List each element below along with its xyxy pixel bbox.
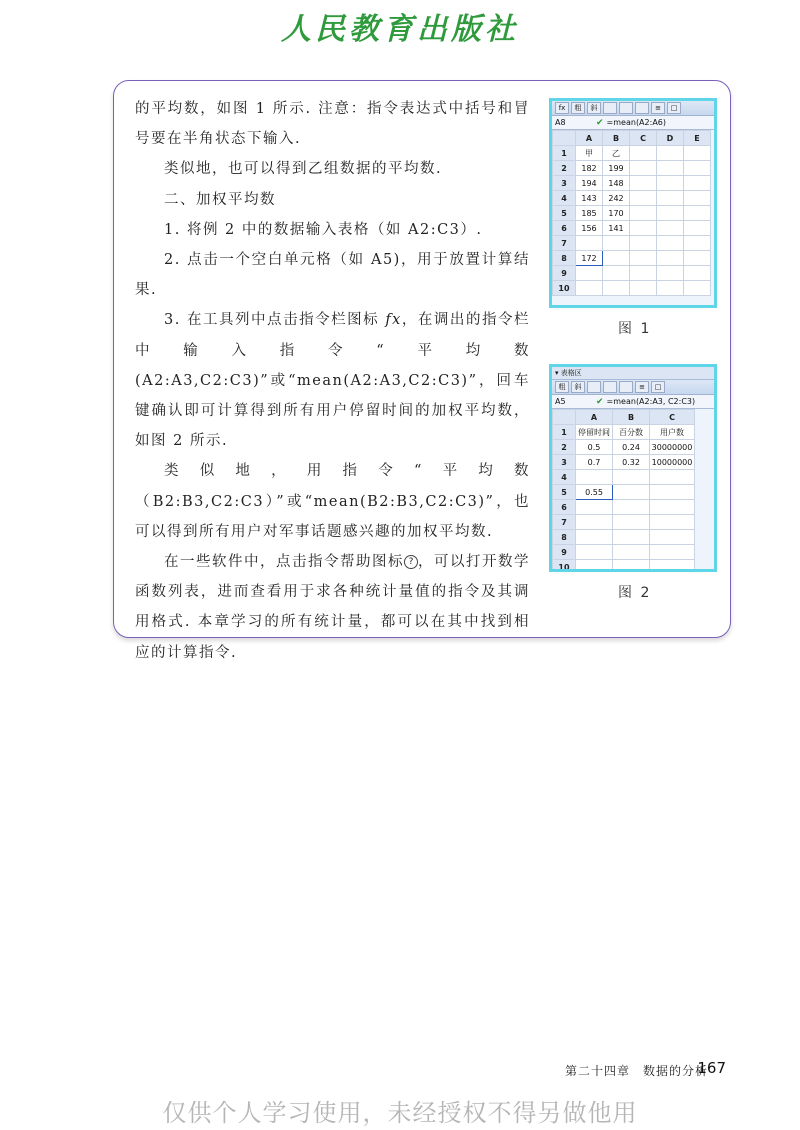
toolbar-button[interactable]: ≡ [651, 102, 665, 114]
row-header[interactable]: 2 [553, 440, 576, 455]
table-row [553, 236, 711, 251]
check-icon: ✔ [596, 117, 604, 128]
cell[interactable] [650, 530, 695, 545]
column-header[interactable]: A [576, 410, 613, 425]
cell[interactable]: 30000000 [650, 440, 695, 455]
paragraph-1: 的平均数，如图 1 所示. 注意：指令表达式中括号和冒号要在半角状态下输入. [135, 101, 530, 148]
cell[interactable] [630, 236, 657, 251]
watermark: 仅供个人学习使用，未经授权不得另做他用 [162, 1099, 638, 1127]
cell[interactable] [576, 515, 613, 530]
cell[interactable] [657, 146, 684, 161]
cell[interactable] [630, 281, 657, 296]
toolbar-button[interactable]: fx [555, 102, 569, 114]
cell[interactable] [603, 281, 630, 296]
cell[interactable] [650, 515, 695, 530]
body-text [135, 94, 530, 668]
spreadsheet-toolbar [552, 380, 714, 395]
cell[interactable] [603, 251, 630, 266]
cell[interactable]: 0.5 [576, 440, 613, 455]
step-3 [135, 305, 530, 456]
column-header[interactable]: C [650, 410, 695, 425]
cell[interactable] [603, 266, 630, 281]
cell[interactable]: 194 [576, 176, 603, 191]
row-header[interactable]: 7 [553, 515, 576, 530]
table-row [553, 266, 711, 281]
row-header[interactable]: 3 [553, 455, 576, 470]
table-row [553, 560, 695, 573]
row-header[interactable]: 8 [553, 251, 576, 266]
cell[interactable] [613, 500, 650, 515]
row-header[interactable]: 10 [553, 560, 576, 573]
cell[interactable] [657, 161, 684, 176]
cell[interactable] [650, 470, 695, 485]
row-header[interactable]: 5 [553, 485, 576, 500]
paragraph-help [135, 547, 530, 668]
toolbar-button[interactable] [635, 102, 649, 114]
step-3-text-b: ，在调出的指令栏中输入指令“平均数(A2:A3,C2:C3)”或“mean(A2:A3,C2:C3)”，回车键确认即可计算得到所有用户停留时间的加权平均数，如图 2 所示. [135, 312, 531, 450]
spreadsheet-grid [552, 409, 695, 572]
cell[interactable] [576, 545, 613, 560]
cell[interactable] [630, 206, 657, 221]
step-2: 2. 点击一个空白单元格（如 A5)，用于放置计算结果. [135, 252, 530, 299]
table-row [553, 146, 711, 161]
cell[interactable]: 百分数 [613, 425, 650, 440]
table-row [553, 440, 695, 455]
cell[interactable] [613, 560, 650, 573]
column-header[interactable]: B [613, 410, 650, 425]
table-row [553, 176, 711, 191]
table-row [553, 281, 711, 296]
column-header[interactable]: E [684, 131, 711, 146]
chapter-title: 第二十四章 数据的分析 [564, 1064, 708, 1078]
toolbar-button[interactable]: 粗 [571, 102, 585, 114]
cell[interactable] [650, 485, 695, 500]
help-text-a: 在一些软件中，点击指令帮助图标 [164, 554, 404, 571]
step-3-text-a: 3. 在工具列中点击指令栏图标 [164, 312, 386, 329]
section-heading: 二、加权平均数 [164, 191, 276, 208]
row-header[interactable]: 9 [553, 266, 576, 281]
formula-bar [552, 395, 714, 409]
cell[interactable]: 185 [576, 206, 603, 221]
cell[interactable] [613, 485, 650, 500]
row-header[interactable]: 5 [553, 206, 576, 221]
row-header[interactable]: 4 [553, 191, 576, 206]
row-header[interactable]: 6 [553, 500, 576, 515]
table-row [553, 251, 711, 266]
cell[interactable] [657, 251, 684, 266]
cell[interactable] [613, 545, 650, 560]
table-row [553, 161, 711, 176]
cell[interactable] [630, 221, 657, 236]
spreadsheet-figure-1 [549, 98, 717, 308]
toolbar-button[interactable] [619, 381, 633, 393]
step-1: 1. 将例 2 中的数据输入表格（如 A2:C3）. [164, 221, 483, 238]
toolbar-button[interactable]: 斜 [587, 102, 601, 114]
figure-2-caption: 图 2 [618, 585, 652, 601]
table-row [553, 221, 711, 236]
row-header[interactable]: 2 [553, 161, 576, 176]
cell[interactable] [657, 236, 684, 251]
cell[interactable] [630, 176, 657, 191]
table-row [553, 485, 695, 500]
toolbar-button[interactable]: □ [651, 381, 665, 393]
table-row [553, 470, 695, 485]
table-row [553, 545, 695, 560]
help-text-b: ，可以打开数学函数列表，进而查看用于求各种统计量值的指令及其调用格式. 本章学习的所有统计量，都可以在其中找到相应的计算指令. [135, 554, 530, 661]
cell[interactable] [684, 176, 711, 191]
cell[interactable]: 0.32 [613, 455, 650, 470]
formula-text: =mean(A2:A3, C2:C3) [606, 397, 696, 406]
cell-name-box: A8 [555, 118, 566, 127]
cell[interactable]: 乙 [603, 146, 630, 161]
toolbar-button[interactable] [603, 102, 617, 114]
toolbar-button[interactable]: 斜 [571, 381, 585, 393]
cell[interactable] [684, 161, 711, 176]
panel-title: ▾ 表格区 [552, 367, 714, 380]
table-row [553, 191, 711, 206]
cell[interactable]: 199 [603, 161, 630, 176]
cell[interactable]: 172 [576, 251, 603, 266]
row-header[interactable]: 8 [553, 530, 576, 545]
cell[interactable] [684, 146, 711, 161]
cell[interactable] [650, 500, 695, 515]
cell[interactable] [684, 251, 711, 266]
cell[interactable] [657, 221, 684, 236]
toolbar-button[interactable]: ≡ [635, 381, 649, 393]
table-row [553, 530, 695, 545]
paragraph-similar: 类似地，用指令“平均数（B2:B3,C2:C3）”或“mean(B2:B3,C2:C3)”，也可以得到所有用户对军事话题感兴趣的加权平均数. [135, 463, 530, 540]
cell[interactable] [657, 281, 684, 296]
row-header[interactable]: 6 [553, 221, 576, 236]
column-header[interactable]: B [603, 131, 630, 146]
cell[interactable]: 148 [603, 176, 630, 191]
cell[interactable] [613, 515, 650, 530]
cell[interactable] [650, 545, 695, 560]
toolbar-button[interactable] [619, 102, 633, 114]
cell[interactable]: 停留时间 [576, 425, 613, 440]
cell[interactable] [613, 470, 650, 485]
publisher-logo: 人民教育出版社 [281, 12, 519, 47]
page-number: 167 [697, 1059, 726, 1077]
cell[interactable]: 0.24 [613, 440, 650, 455]
formula-text: =mean(A2:A6) [606, 118, 666, 127]
cell[interactable]: 141 [603, 221, 630, 236]
cell[interactable]: 甲 [576, 146, 603, 161]
cell-name-box: A5 [555, 397, 566, 406]
toolbar-button[interactable] [587, 381, 601, 393]
cell[interactable]: 10000000 [650, 455, 695, 470]
column-header[interactable]: D [657, 131, 684, 146]
row-header[interactable]: 10 [553, 281, 576, 296]
cell[interactable] [684, 266, 711, 281]
toolbar-button[interactable]: □ [667, 102, 681, 114]
cell[interactable] [576, 266, 603, 281]
toolbar-button[interactable]: 粗 [555, 381, 569, 393]
spreadsheet-toolbar [552, 101, 714, 116]
table-row [553, 425, 695, 440]
row-header[interactable]: 1 [553, 425, 576, 440]
cell[interactable] [576, 500, 613, 515]
check-icon: ✔ [596, 396, 604, 407]
row-header[interactable]: 7 [553, 236, 576, 251]
table-row [553, 515, 695, 530]
cell[interactable] [684, 191, 711, 206]
cell[interactable] [657, 176, 684, 191]
cell[interactable] [613, 530, 650, 545]
cell[interactable] [630, 251, 657, 266]
cell[interactable] [684, 206, 711, 221]
fx-icon: fx [385, 312, 402, 329]
cell[interactable] [576, 530, 613, 545]
table-row [553, 206, 711, 221]
figure-1-caption: 图 1 [618, 321, 652, 337]
row-header[interactable]: 3 [553, 176, 576, 191]
cell[interactable]: 143 [576, 191, 603, 206]
cell[interactable] [576, 470, 613, 485]
help-icon: ? [404, 555, 418, 569]
cell[interactable]: 156 [576, 221, 603, 236]
cell[interactable]: 170 [603, 206, 630, 221]
table-row [553, 500, 695, 515]
spreadsheet-figure-2 [549, 364, 717, 572]
cell[interactable] [630, 191, 657, 206]
cell[interactable] [650, 560, 695, 573]
row-header[interactable]: 1 [553, 146, 576, 161]
cell[interactable] [576, 560, 613, 573]
column-header[interactable]: A [576, 131, 603, 146]
cell[interactable] [576, 281, 603, 296]
column-header[interactable] [553, 131, 576, 146]
cell[interactable]: 用户数 [650, 425, 695, 440]
cell[interactable]: 242 [603, 191, 630, 206]
table-row [553, 455, 695, 470]
cell[interactable] [576, 236, 603, 251]
row-header[interactable]: 9 [553, 545, 576, 560]
row-header[interactable]: 4 [553, 470, 576, 485]
cell[interactable] [603, 236, 630, 251]
cell[interactable] [684, 221, 711, 236]
cell[interactable] [657, 266, 684, 281]
cell[interactable] [657, 191, 684, 206]
cell[interactable] [630, 161, 657, 176]
cell[interactable] [630, 146, 657, 161]
cell[interactable] [684, 236, 711, 251]
cell[interactable] [630, 266, 657, 281]
cell[interactable]: 0.55 [576, 485, 613, 500]
column-header[interactable]: C [630, 131, 657, 146]
cell[interactable] [657, 206, 684, 221]
cell[interactable] [684, 281, 711, 296]
cell[interactable]: 0.7 [576, 455, 613, 470]
toolbar-button[interactable] [603, 381, 617, 393]
paragraph-2: 类似地，也可以得到乙组数据的平均数. [164, 161, 443, 178]
column-header[interactable] [553, 410, 576, 425]
spreadsheet-grid [552, 130, 711, 296]
cell[interactable]: 182 [576, 161, 603, 176]
formula-bar [552, 116, 714, 130]
